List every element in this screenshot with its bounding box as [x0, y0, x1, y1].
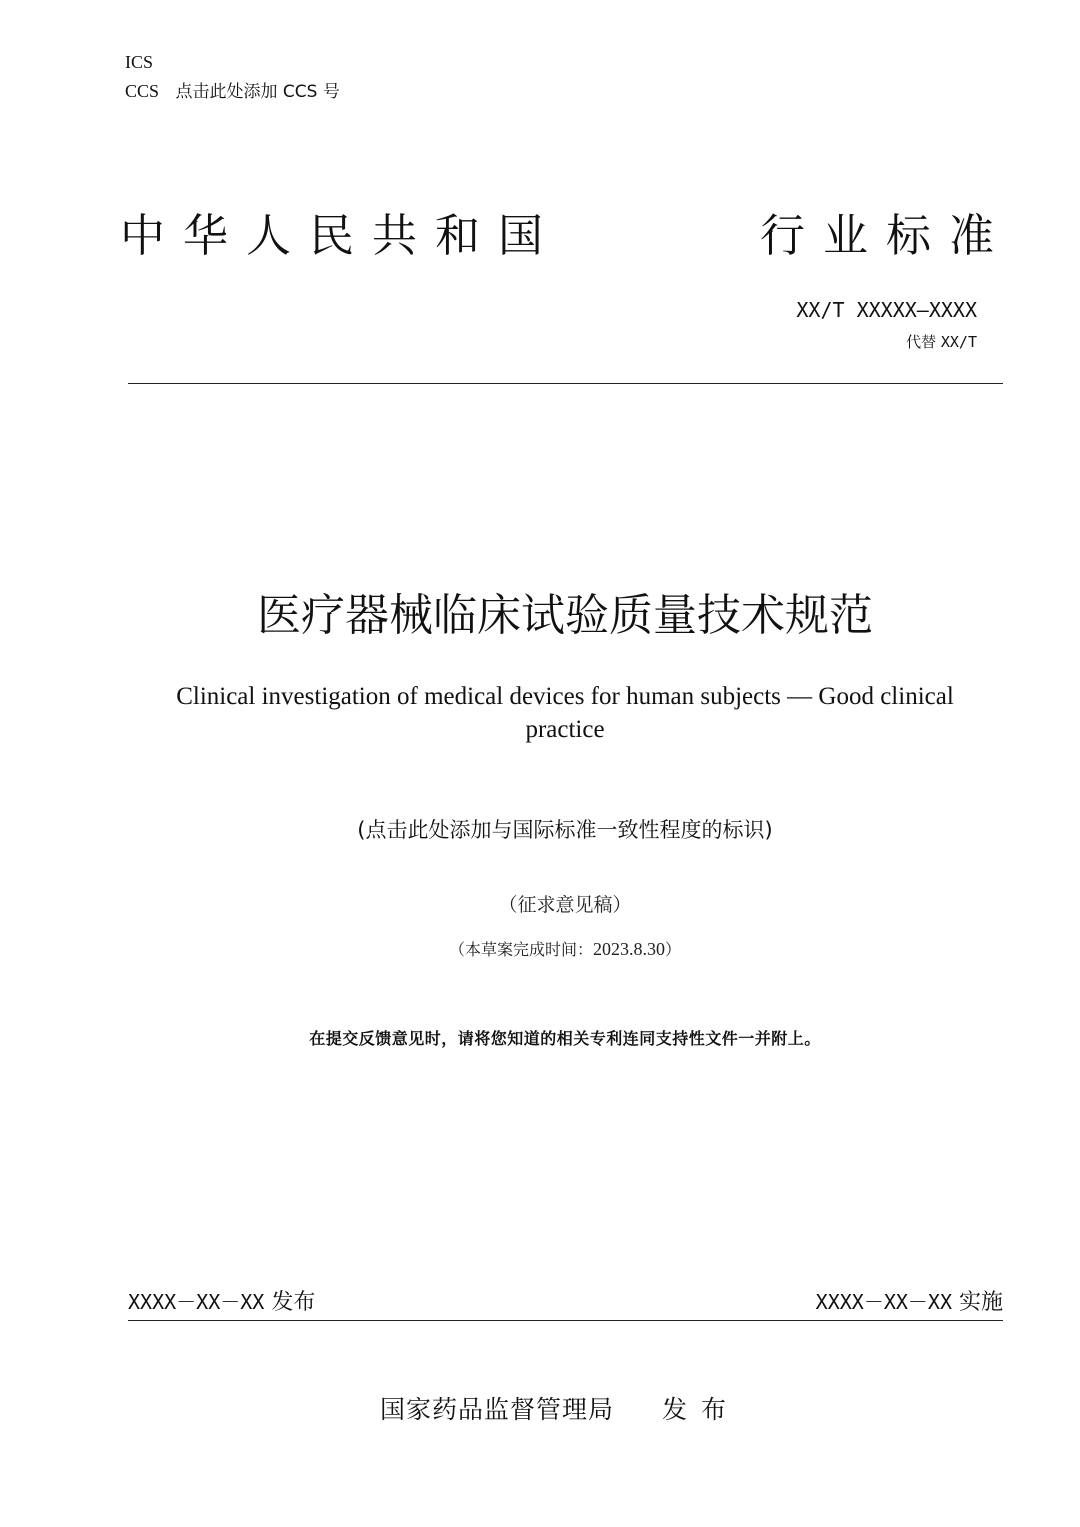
ics-label: ICS [125, 52, 154, 72]
header-divider [128, 383, 1003, 384]
draft-status: （征求意见稿） [498, 894, 632, 916]
issue-date-label: 发布 [271, 1290, 316, 1315]
draft-date-value: 2023.8.30 [593, 939, 665, 959]
replaces-value: XX/T [940, 333, 977, 351]
standard-type-banner: 行业标准 [760, 209, 1013, 262]
implementation-date [816, 1287, 1003, 1318]
draft-date-prefix: （本草案完成时间： [448, 940, 593, 959]
issue-date [128, 1287, 315, 1318]
document-title-en: Clinical investigation of medical devices for human subjects — Good clinical practice [176, 683, 954, 743]
footer-divider [128, 1320, 1003, 1321]
implementation-date-label: 实施 [958, 1290, 1003, 1315]
country-banner: 中华人民共和国 [120, 209, 562, 262]
issuer-name: 国家药品监督管理局 [380, 1395, 615, 1424]
ccs-code [125, 81, 340, 102]
replaces-label: 代替 [906, 333, 937, 351]
issuer-action: 发布 [662, 1395, 741, 1424]
implementation-date-value: XXXX－XX－XX [815, 1290, 952, 1314]
draft-completion-date [120, 937, 1010, 962]
issuing-authority [380, 1393, 740, 1427]
patent-notice: 在提交反馈意见时，请将您知道的相关专利连同支持性文件一并附上。 [309, 1029, 821, 1048]
ccs-label: CCS [125, 81, 160, 101]
draft-date-suffix: ） [665, 940, 682, 959]
issue-date-value: XXXX－XX－XX [128, 1290, 265, 1314]
conformity-placeholder[interactable]: (点击此处添加与国际标准一致性程度的标识) [357, 818, 773, 842]
ics-code [125, 52, 153, 72]
ccs-placeholder[interactable]: 点击此处添加 CCS 号 [175, 82, 340, 102]
document-title-cn: 医疗器械临床试验质量技术规范 [257, 590, 873, 641]
replaces-line [906, 331, 977, 353]
standard-number: XX/T XXXXX—XXXX [796, 298, 977, 322]
